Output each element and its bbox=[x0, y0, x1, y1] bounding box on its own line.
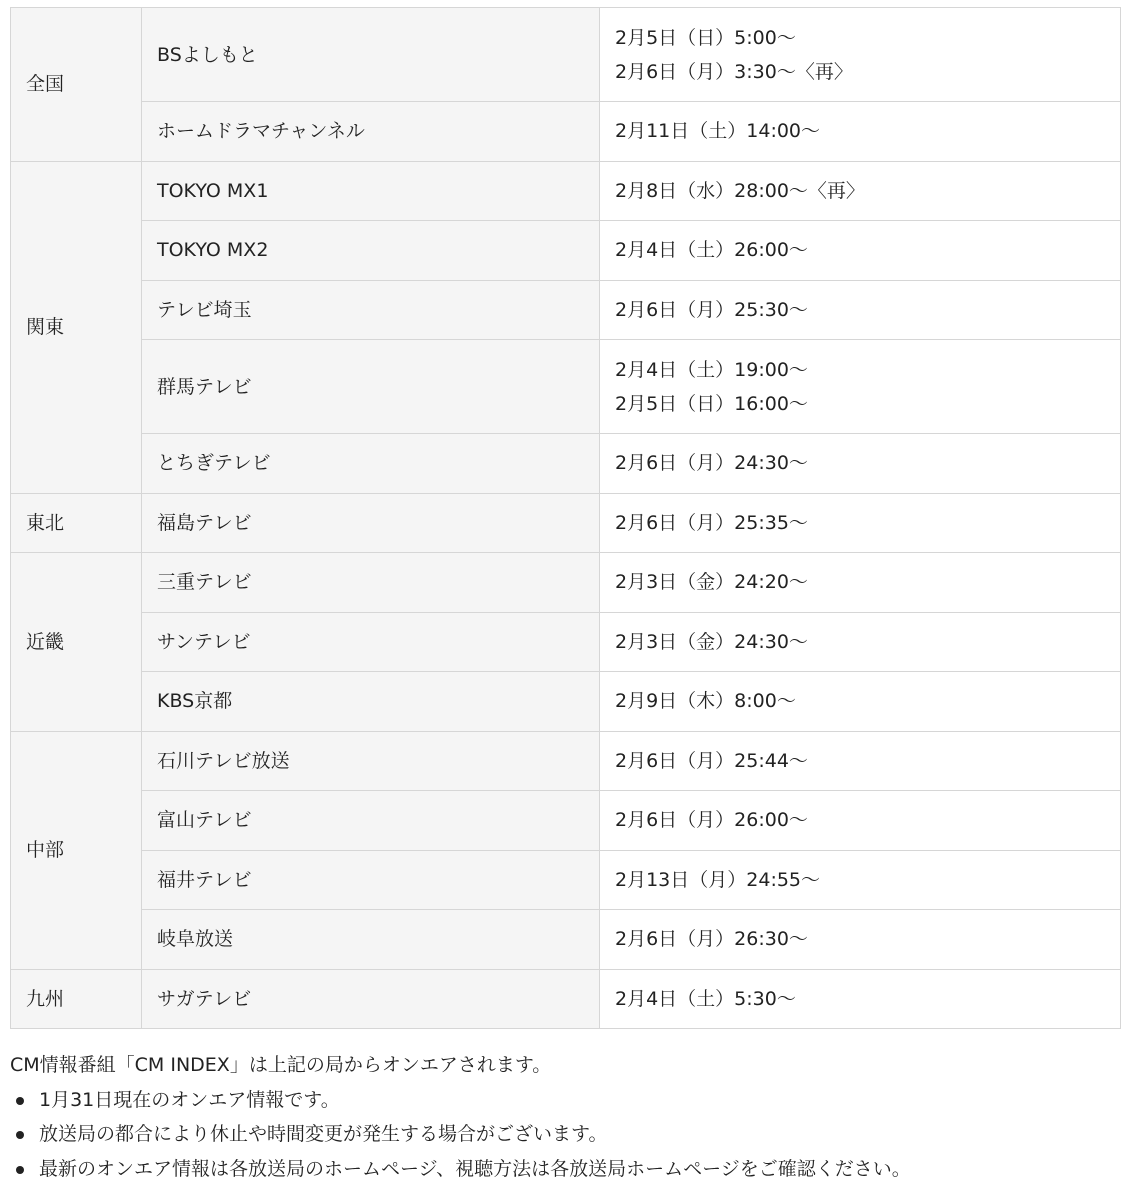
region-cell: 中部 bbox=[11, 731, 142, 969]
list-item bbox=[10, 1083, 1120, 1118]
airtime: 2月4日（土）19:00〜 bbox=[615, 358, 808, 381]
region-cell: 近畿 bbox=[11, 553, 142, 732]
region-cell: 東北 bbox=[11, 493, 142, 553]
table-row bbox=[11, 340, 1121, 434]
station-cell: 石川テレビ放送 bbox=[142, 731, 600, 791]
table-row bbox=[11, 612, 1121, 672]
airtime-cell bbox=[600, 8, 1121, 102]
table-row bbox=[11, 791, 1121, 851]
airtime-cell bbox=[600, 731, 1121, 791]
airtime-cell bbox=[600, 102, 1121, 162]
station-cell: とちぎテレビ bbox=[142, 434, 600, 494]
table-row bbox=[11, 221, 1121, 281]
airtime: 2月6日（月）26:30〜 bbox=[615, 928, 808, 951]
airtime-cell bbox=[600, 280, 1121, 340]
bullet-icon bbox=[16, 1097, 24, 1105]
station-cell: 富山テレビ bbox=[142, 791, 600, 851]
airtime: 2月6日（月）25:35〜 bbox=[615, 511, 808, 534]
note-text: 1月31日現在のオンエア情報です。 bbox=[39, 1088, 340, 1111]
airtime: 2月3日（金）24:20〜 bbox=[615, 571, 808, 594]
airtime-cell bbox=[600, 850, 1121, 910]
notes-list bbox=[10, 1083, 1120, 1187]
table-row bbox=[11, 969, 1121, 1029]
airtime: 2月6日（月）3:30〜〈再〉 bbox=[615, 60, 853, 83]
list-item bbox=[10, 1152, 1120, 1187]
airtime-cell bbox=[600, 340, 1121, 434]
airtime: 2月4日（土）26:00〜 bbox=[615, 239, 808, 262]
region-cell: 全国 bbox=[11, 8, 142, 162]
station-cell: サンテレビ bbox=[142, 612, 600, 672]
station-cell: 三重テレビ bbox=[142, 553, 600, 613]
list-item bbox=[10, 1117, 1120, 1152]
airtime-cell bbox=[600, 910, 1121, 970]
airtime: 2月6日（月）24:30〜 bbox=[615, 452, 808, 475]
table-row bbox=[11, 850, 1121, 910]
table-row bbox=[11, 672, 1121, 732]
table-row bbox=[11, 280, 1121, 340]
station-cell: TOKYO MX1 bbox=[142, 161, 600, 221]
note-text: 最新のオンエア情報は各放送局のホームページ、視聴方法は各放送局ホームページをご確認ください。 bbox=[39, 1157, 911, 1180]
airtime-cell bbox=[600, 969, 1121, 1029]
table-row bbox=[11, 910, 1121, 970]
note-text: 放送局の都合により休止や時間変更が発生する場合がございます。 bbox=[39, 1123, 608, 1145]
station-cell: テレビ埼玉 bbox=[142, 280, 600, 340]
airtime-cell bbox=[600, 221, 1121, 281]
broadcast-schedule-table bbox=[10, 7, 1121, 1029]
station-cell: KBS京都 bbox=[142, 672, 600, 732]
bullet-icon bbox=[16, 1131, 24, 1139]
region-cell: 関東 bbox=[11, 161, 142, 493]
airtime-cell bbox=[600, 612, 1121, 672]
region-cell: 九州 bbox=[11, 969, 142, 1029]
table-row bbox=[11, 434, 1121, 494]
airtime: 2月8日（水）28:00〜〈再〉 bbox=[615, 179, 865, 202]
airtime-cell bbox=[600, 672, 1121, 732]
table-row bbox=[11, 8, 1121, 102]
table-row bbox=[11, 161, 1121, 221]
station-cell: サガテレビ bbox=[142, 969, 600, 1029]
airtime: 2月9日（木）8:00〜 bbox=[615, 690, 796, 713]
airtime: 2月3日（金）24:30〜 bbox=[615, 630, 808, 653]
airtime: 2月6日（月）25:44〜 bbox=[615, 749, 808, 772]
airtime: 2月4日（土）5:30〜 bbox=[615, 987, 796, 1010]
airtime-cell bbox=[600, 493, 1121, 553]
airtime: 2月5日（日）16:00〜 bbox=[615, 392, 808, 415]
station-cell: 群馬テレビ bbox=[142, 340, 600, 434]
station-cell: 福井テレビ bbox=[142, 850, 600, 910]
table-row bbox=[11, 102, 1121, 162]
airtime-cell bbox=[600, 161, 1121, 221]
station-cell: TOKYO MX2 bbox=[142, 221, 600, 281]
station-cell: BSよしもと bbox=[142, 8, 600, 102]
airtime: 2月6日（月）25:30〜 bbox=[615, 298, 808, 321]
airtime: 2月13日（月）24:55〜 bbox=[615, 868, 821, 891]
bullet-icon bbox=[16, 1166, 24, 1174]
airtime-cell bbox=[600, 553, 1121, 613]
airtime: 2月6日（月）26:00〜 bbox=[615, 809, 808, 832]
table-row bbox=[11, 553, 1121, 613]
airtime-cell bbox=[600, 434, 1121, 494]
notes-section bbox=[10, 1048, 1120, 1186]
notes-intro: CM情報番組「CM INDEX」は上記の局からオンエアされます。 bbox=[10, 1054, 552, 1076]
station-cell: 福島テレビ bbox=[142, 493, 600, 553]
station-cell: ホームドラマチャンネル bbox=[142, 102, 600, 162]
airtime-cell bbox=[600, 791, 1121, 851]
table-row bbox=[11, 493, 1121, 553]
airtime: 2月11日（土）14:00〜 bbox=[615, 120, 821, 143]
table-row bbox=[11, 731, 1121, 791]
airtime: 2月5日（日）5:00〜 bbox=[615, 26, 796, 49]
station-cell: 岐阜放送 bbox=[142, 910, 600, 970]
